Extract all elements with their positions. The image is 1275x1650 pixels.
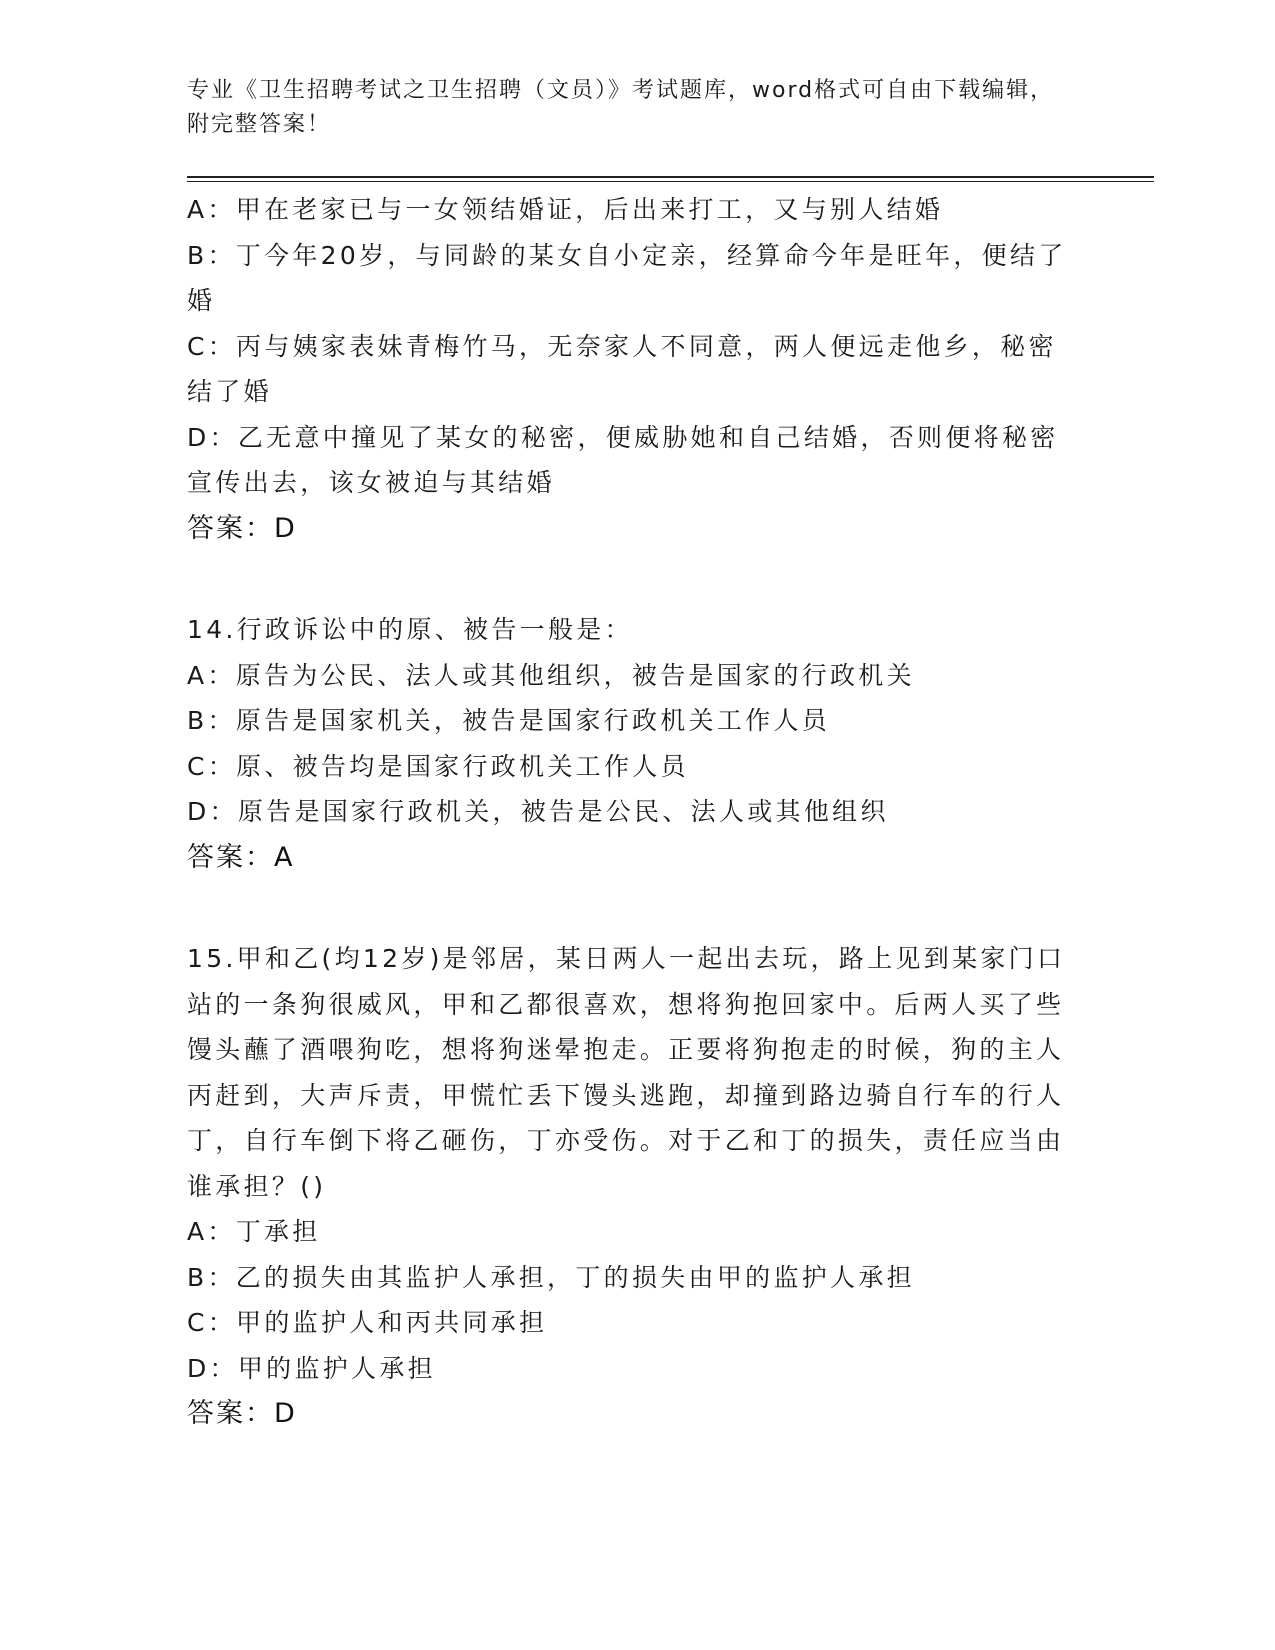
option-d: D：乙无意中撞见了某女的秘密，便威胁她和自己结婚，否则便将秘密宣传出去，该女被迫与其结婚	[187, 422, 1059, 497]
question-stem: 14.行政诉讼中的原、被告一般是：	[187, 615, 633, 644]
option-b: B：原告是国家机关，被告是国家行政机关工作人员	[187, 706, 831, 735]
question-13	[187, 187, 1067, 551]
answer: 答案：A	[187, 841, 295, 873]
option-c: C：原、被告均是国家行政机关工作人员	[187, 751, 689, 781]
option-c: C：丙与姨家表妹青梅竹马，无奈家人不同意，两人便远走他乡，秘密结了婚	[187, 331, 1057, 406]
option-c: C：甲的监护人和丙共同承担	[187, 1308, 548, 1337]
option-b: B：乙的损失由其监护人承担，丁的损失由甲的监护人承担	[187, 1262, 915, 1292]
page-header: 专业《卫生招聘考试之卫生招聘（文员）》考试题库，word格式可自由下载编辑，附完整答案！	[187, 78, 1055, 137]
answer: 答案：D	[187, 1398, 297, 1429]
question-15	[187, 936, 1067, 1437]
question-content	[187, 187, 1067, 1437]
spacer	[187, 880, 1067, 936]
option-a: A：丁承担	[187, 1217, 321, 1246]
header-rule-thin	[187, 181, 1154, 182]
question-14	[187, 607, 1067, 880]
option-a: A：甲在老家已与一女领结婚证，后出来打工，又与别人结婚	[187, 195, 944, 224]
spacer	[187, 551, 1067, 607]
option-a: A：原告为公民、法人或其他组织，被告是国家的行政机关	[187, 660, 915, 690]
header-rule-thick	[187, 176, 1154, 178]
option-d: D：甲的监护人承担	[187, 1353, 436, 1383]
question-stem: 15.甲和乙(均12岁)是邻居，某日两人一起出去玩，路上见到某家门口站的一条狗很威风，甲和乙都很喜欢，想将狗抱回家中。后两人买了些馒头蘸了酒喂狗吃，想将狗迷晕抱走。正要将狗抱走的时候，狗的主人丙赶到，大声斥责，甲慌忙丢下馒头逃跑，却撞到路边骑自行车的行人丁，自行车倒下将乙砸伤，丁亦受伤。对于乙和丁的损失，责任应当由谁承担？()	[187, 944, 1066, 1201]
option-d: D：原告是国家行政机关，被告是公民、法人或其他组织	[187, 797, 889, 826]
answer: 答案：D	[187, 512, 297, 544]
option-b: B：丁今年20岁，与同龄的某女自小定亲，经算命今年是旺年，便结了婚	[187, 240, 1067, 315]
